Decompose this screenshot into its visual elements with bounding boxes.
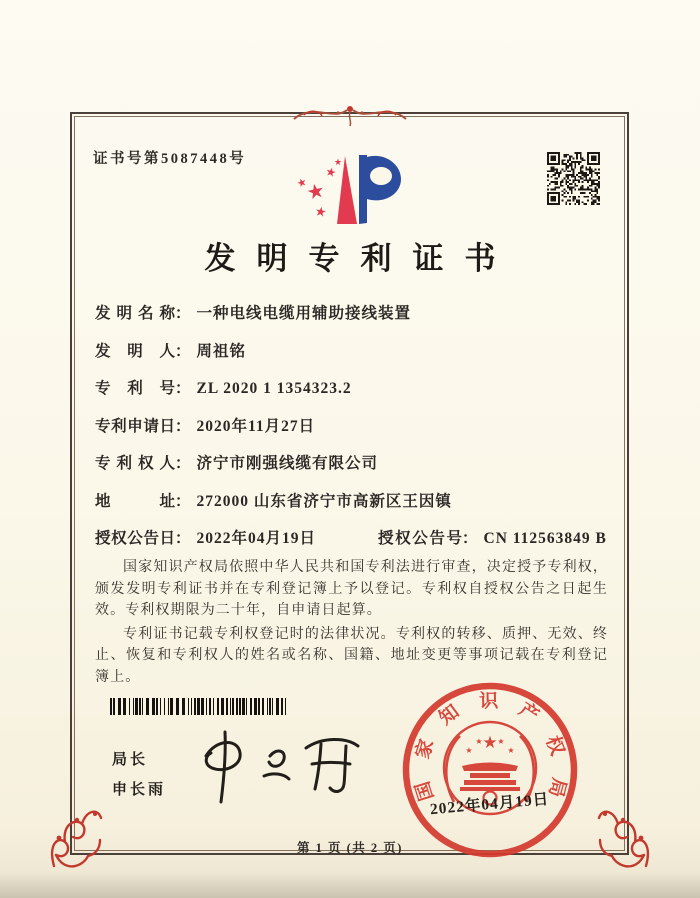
- svg-text:★: ★: [333, 158, 343, 168]
- seal-date: 2022年04月19日: [429, 790, 550, 819]
- certificate-number: 证书号第5087448号: [93, 151, 247, 167]
- field-label: 专利申请日: [95, 417, 175, 435]
- legal-paragraph-2: 专利证书记载专利权登记时的法律状况。专利权的转移、质押、无效、终止、恢复和专利权人的姓名或名称、国籍、地址变更等事项记载在专利登记簿上。: [95, 626, 608, 685]
- legal-text: [95, 557, 608, 690]
- svg-text:★: ★: [304, 177, 327, 205]
- field-label: 地址: [95, 492, 175, 510]
- field-value: 济宁市刚强线缆有限公司: [196, 455, 379, 472]
- svg-text:★: ★: [482, 733, 498, 753]
- svg-text:★: ★: [475, 737, 483, 746]
- svg-text:★: ★: [465, 746, 473, 755]
- field-grant-date: 授权公告日： 2022年04月19日 授权公告号： CN 112563849 B: [95, 526, 595, 548]
- field-address: 地址： 272000 山东省济宁市高新区王因镇: [95, 489, 595, 511]
- field-inventor: 发明人： 周祖铭: [95, 339, 595, 361]
- qr-code: [547, 152, 600, 205]
- svg-text:★: ★: [313, 204, 328, 221]
- svg-text:★: ★: [507, 746, 515, 755]
- field-label: 发明人: [95, 342, 175, 360]
- top-border-ornament-icon: [290, 99, 410, 127]
- signer-block: [112, 748, 166, 799]
- field-value: 2020年11月27日: [196, 417, 316, 435]
- handwritten-signature-icon: [188, 726, 373, 810]
- signer-title: 局长: [112, 752, 149, 768]
- field-label: 专利号: [95, 380, 175, 397]
- bottom-left-corner-flourish-icon: [46, 792, 104, 872]
- field-value: 272000 山东省济宁市高新区王因镇: [196, 492, 452, 510]
- field-value: 一种电线电缆用辅助接线装置: [196, 305, 412, 322]
- signer-name: 申长雨: [112, 782, 167, 798]
- field-label: 授权公告日: [95, 530, 175, 547]
- field-label: 专利权人: [95, 455, 175, 472]
- field-patent-number: 专利号： ZL 2020 1 1354323.2: [95, 376, 595, 398]
- certificate-title: 发明专利证书: [204, 241, 517, 276]
- bottom-right-corner-flourish-icon: [596, 792, 654, 872]
- field-invention-name: 发明名称： 一种电线电缆用辅助接线装置: [95, 301, 595, 323]
- svg-text:★: ★: [294, 174, 309, 191]
- seal-org-text: 国家知识产权局: [412, 690, 570, 804]
- field-grant-number: 授权公告号： CN 112563849 B: [378, 526, 607, 548]
- photo-bottom-shade: [0, 872, 700, 898]
- legal-paragraph-1: 国家知识产权局依照中华人民共和国专利法进行审查，决定授予专利权，颁发发明专利证书并在专利登记簿上予以登记。专利权自授权公告之日起生效。专利权期限为二十年，自申请日起算。: [95, 560, 608, 618]
- field-application-date: 专利申请日： 2020年11月27日: [95, 414, 595, 436]
- cnipa-logo-icon: [285, 146, 415, 232]
- field-value: 周祖铭: [196, 342, 247, 360]
- field-label: 发明名称: [95, 305, 175, 322]
- barcode: [110, 698, 288, 715]
- field-value: CN 112563849 B: [483, 530, 607, 547]
- field-value: 2022年04月19日: [196, 530, 317, 547]
- page-number: 第 1 页 (共 2 页): [297, 841, 403, 855]
- field-label: 授权公告号: [378, 530, 462, 547]
- certificate-fields: [95, 301, 607, 564]
- field-patentee: 专利权人： 济宁市刚强线缆有限公司: [95, 451, 595, 473]
- field-value: ZL 2020 1 1354323.2: [196, 380, 352, 397]
- svg-text:★: ★: [324, 164, 338, 181]
- svg-text:★: ★: [497, 737, 505, 746]
